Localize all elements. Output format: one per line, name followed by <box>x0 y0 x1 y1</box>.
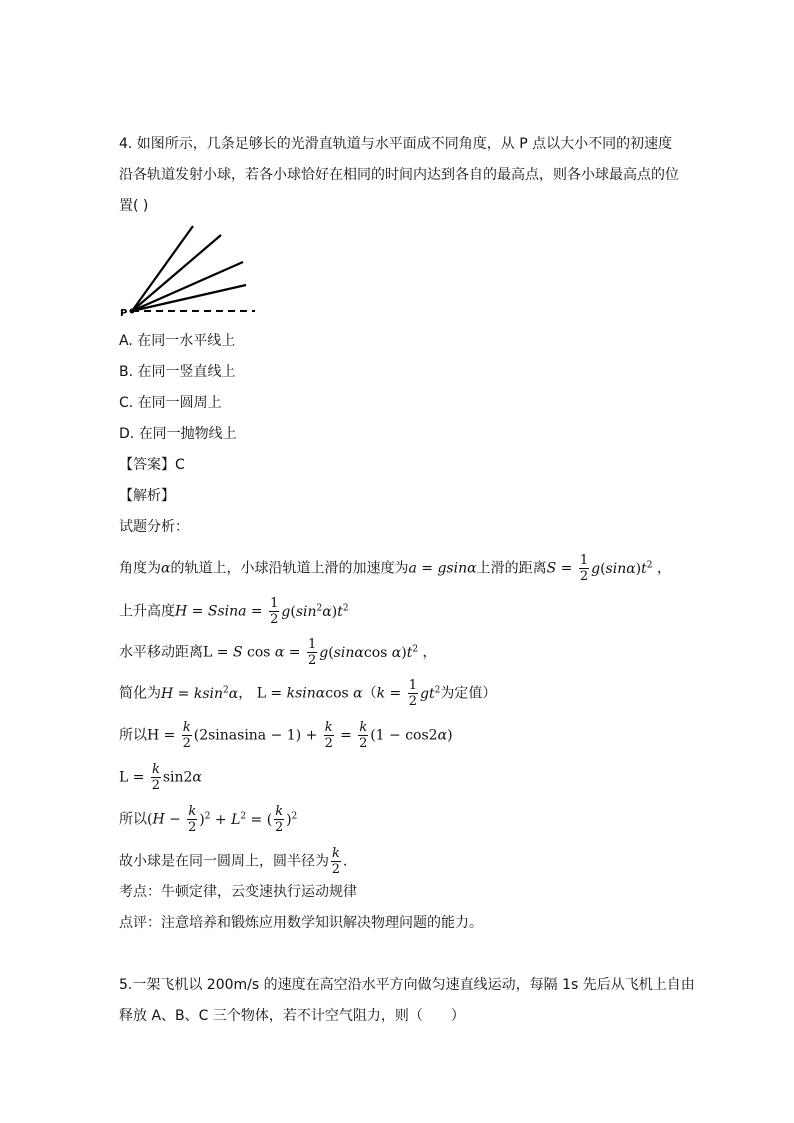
q5-line2: 释放 A、B、C 三个物体，若不计空气阻力，则（ ） <box>119 1008 465 1024</box>
option-b: B. 在同一竖直线上 <box>119 364 236 380</box>
point-p-label: P <box>120 308 128 319</box>
option-a: A. 在同一水平线上 <box>119 333 236 349</box>
analysis-line-6: L = $\frac{k}{2}$ sin2α <box>119 762 202 793</box>
point-p <box>130 309 135 314</box>
q4-stem-line1: 4. 如图所示，几条足够长的光滑直轨道与水平面成不同角度，从 P 点以大小不同的初速度 <box>119 136 673 152</box>
analysis-line-1: 角度为α的轨道上，小球沿轨道上滑的加速度为a = gsinα上滑的距离S = $\frac{1}{2}$ $g(\sin\alpha)t^2$ ， <box>119 553 671 584</box>
track-2 <box>132 235 221 311</box>
dianping: 点评：注意培养和锻炼应用数学知识解决物理问题的能力。 <box>119 915 483 931</box>
q4-stem-line2: 沿各轨道发射小球，若各小球恰好在相同的时间内达到各自的最高点，则各小球最高点的位 <box>119 167 679 183</box>
q4-stem-line3: 置( ) <box>119 198 149 214</box>
analysis-line-7: 所以(H − $\frac{k}{2}$ )$^2 + L^2$ = ( $\frac{k}{2}$ )$^2$ <box>119 804 298 835</box>
q5-line1: 5.一架飞机以 200m/s 的速度在高空沿水平方向做匀速直线运动，每隔 1s 先后从飞机上自由 <box>119 977 695 993</box>
analysis-line-5: 所以H = $\frac{k}{2}$ (2sinasina − 1) + $\frac{k}{2}$ = $\frac{k}{2}$ (1 − cos2α) <box>119 720 453 751</box>
option-d: D. 在同一抛物线上 <box>119 426 237 442</box>
analysis-line-3: 水平移动距离L = S cos α = $\frac{1}{2}$ g(sinαcos $\alpha)t^2$ ， <box>119 637 437 668</box>
answer: 【答案】C <box>119 457 185 473</box>
option-c: C. 在同一圆周上 <box>119 395 222 411</box>
analysis-line-8: 故小球是在同一圆周上，圆半径为 $\frac{k}{2}$ . <box>119 846 348 877</box>
analysis-tag: 【解析】 <box>119 488 175 504</box>
analysis-intro: 试题分析： <box>119 519 189 535</box>
analysis-line-4: 简化为H = ksin$^2$α， L = ksinαcos α（k = $\frac{1}{2}$ $gt^2$为定值） <box>119 678 497 709</box>
kaodian: 考点：牛顿定律，云变速执行运动规律 <box>119 884 357 900</box>
analysis-line-2: 上升高度H = Ssina = $\frac{1}{2}$ $g(\sin^2\alpha)t^2$ <box>119 596 349 627</box>
tracks-figure <box>120 220 260 320</box>
